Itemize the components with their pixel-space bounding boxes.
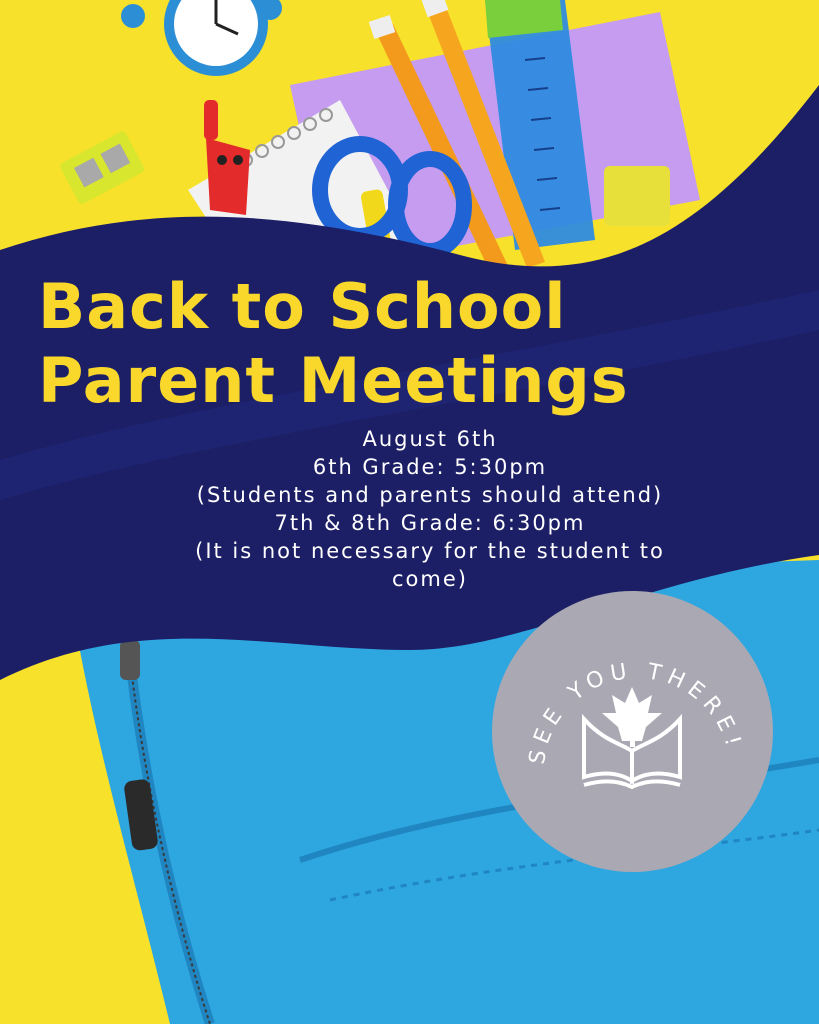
grade78-note-line2: come) [392,567,468,591]
highlighter-image [604,166,670,226]
grade78-time: 7th & 8th Grade: 6:30pm [274,511,586,535]
meeting-date: August 6th [362,427,498,451]
page-title-line1: Back to School [38,270,567,343]
see-you-there-badge [492,591,773,872]
grade6-note: (Students and parents should attend) [196,483,664,507]
leaf-book-icon [584,687,680,787]
grade78-note-line1: (It is not necessary for the student to [195,539,665,563]
meeting-details [60,425,800,593]
page-title-line2: Parent Meetings [38,344,629,417]
badge-text-path: SEE YOU THERE! [524,658,747,767]
grade6-time: 6th Grade: 5:30pm [312,455,548,479]
